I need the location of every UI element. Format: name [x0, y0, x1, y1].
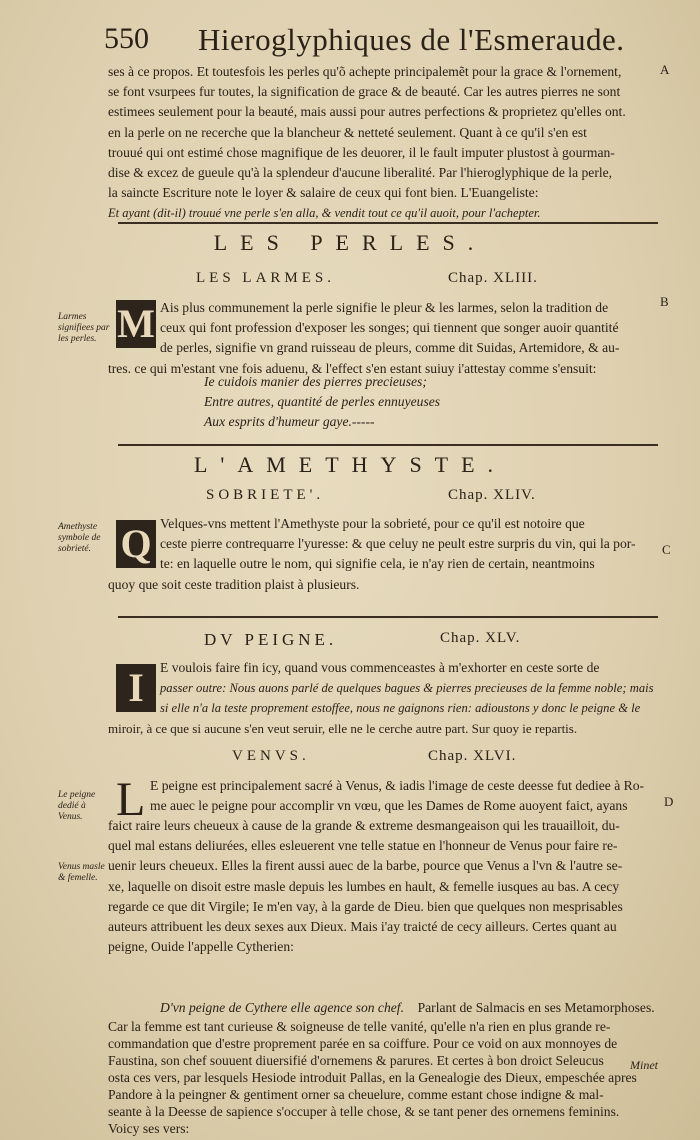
drop-cap-i: I: [116, 664, 156, 712]
chapter-46-text-a: [150, 776, 656, 816]
text-line: peigne, Ouide l'appelle Cytherien:: [108, 939, 294, 955]
text-line: Voicy ses vers:: [108, 1121, 190, 1136]
margin-note-46a: Le peigne dedié à Venus.: [58, 790, 96, 822]
margin-letter-c: C: [662, 542, 671, 557]
chapter-number: Chap. XLV.: [440, 630, 521, 646]
text-line: ceste pierre contrequarre l'yuresse: & que celuy ne peult estre surpris du vin, qui la por-: [160, 536, 636, 552]
catchword: Minet: [630, 1058, 658, 1072]
section-heading-amethyste: L'AMETHYSTE.: [193, 452, 507, 477]
ovid-source: Parlant de Salmacis en ses Metamorphoses.: [417, 1000, 655, 1015]
text-line: Pandore à la peingner & gentiment orner sa cheuelure, comme estant chose indigne & mal-: [108, 1087, 604, 1102]
text-line: faict raire leurs cheueux à cause de la grande & extreme desmangeaison qui les trauailloit, du-: [108, 818, 620, 833]
verse-line: Entre autres, quantité de perles ennuyeuses: [204, 394, 441, 409]
running-title: Hieroglyphiques de l'Esmeraude.: [198, 22, 625, 57]
text-line: en la perle on ne recerche que la blancheur & netteté seulement. Quant à ce qu'il s'en est: [108, 124, 587, 140]
text-line: auteurs attribuent les deux sexes aux Dieux. Mais i'ay traicté de cecy ailleurs. Certes quant au: [108, 919, 617, 935]
verse-43: [204, 372, 440, 432]
chapter-number: Chap. XLVI.: [428, 748, 517, 764]
text-line: quel mal estans deliurées, elles esleuerent vne telle statue en l'honneur de Venus pour faire re-: [108, 838, 618, 854]
text-line: E peigne est principalement sacré à Venus, & iadis l'image de ceste deesse fut dediee à Ro-: [150, 778, 645, 793]
chapter-45-text-b: [108, 719, 656, 739]
verse-line: Aux esprits d'humeur gaye.-----: [204, 414, 375, 429]
text-line: Car la femme est tant curieuse & soigneuse de telle vanité, qu'elle n'a rien en plus grande re-: [108, 1019, 611, 1034]
chapter-43-text-a: [160, 298, 656, 359]
text-line: de perles, signifie vn grand ruisseau de pleurs, comme dit Suidas, Artemidore, & au-: [160, 340, 620, 356]
text-line: te: en laquelle outre le nom, qui signifie cela, ie n'ay rien de certain, neantmoins: [160, 556, 595, 572]
margin-letter-b: B: [660, 294, 669, 309]
text-line: me auec le peigne pour accomplir vn vœu, que les Dames de Rome auoyent faict, ayans: [150, 798, 628, 814]
chapter-title: DV PEIGNE.: [204, 630, 338, 649]
text-line: dise & excez de gueule qu'à la splendeur d'aucune liberalité. Par l'hieroglyphique de la perle,: [108, 165, 613, 181]
text-line: Ais plus communement la perle signifie le pleur & les larmes, selon la tradition de: [160, 300, 609, 315]
margin-letter-d: D: [664, 794, 674, 809]
text-line: xe, laquelle on disoit estre masle depuis les lumbes en hault, & femelle iusques au bas. A cecy: [108, 878, 620, 894]
chapter-title: SOBRIETE'.: [206, 487, 325, 503]
text-line: regarde ce que dit Virgile; Ie m'en vay, à la garde de Dieu. bien que quelques non mesprisables: [108, 898, 623, 914]
text-line: trouué qui ont estimé chose magnifique de les deuorer, il le fault imputer plustost à gourman-: [108, 144, 615, 160]
drop-cap-q: Q: [116, 520, 156, 568]
text-line: ses à ce propos. Et toutesfois les perles qu'õ achepte principalemẽt pour la grace & l'ornement,: [108, 64, 622, 79]
text-line: la saincte Escriture note le loyer & salaire de ceux qui font bien. L'Euangeliste:: [108, 185, 539, 201]
section-rule: [118, 444, 658, 446]
text-line: Velques-vns mettent l'Amethyste pour la sobrieté, pour ce qu'il est notoire que: [160, 516, 585, 531]
chapter-title: LES LARMES.: [196, 270, 336, 286]
text-line: passer outre: Nous auons parlé de quelques bagues & pierres precieuses de la femme noble; mais: [160, 681, 654, 696]
chapter-number: Chap. XLIV.: [448, 487, 536, 503]
chapter-title: VENVS.: [232, 748, 310, 764]
section-heading-perles: LES PERLES.: [213, 230, 487, 255]
gospel-quote: Et ayant (dit-il) trouué vne perle s'en alla, & vendit tout ce qu'il auoit, pour l'achepter.: [108, 206, 541, 221]
text-line: uenir leurs cheueux. Elles la firent aussi auec de la barbe, pource que Venus a l'vn & l'autre se-: [108, 858, 623, 874]
margin-note-44: Amethyste symbole de sobrieté.: [58, 522, 101, 554]
text-line: tres. ce qui m'estant vne fois aduenu, & l'effect s'en estant suiuy i'attestay comme s'ensuit:: [108, 361, 597, 376]
margin-letter-a: A: [660, 62, 670, 77]
drop-cap-m: M: [117, 301, 155, 346]
section-rule: [118, 616, 658, 618]
chapter-45-text-a: [160, 658, 656, 719]
text-line: se font vsurpees fur toutes, la signification de grace & de beauté. Car les autres pierres ne sont: [108, 84, 621, 100]
ovid-line: [160, 998, 656, 1018]
text-line: si elle n'a la teste proprement estoffee, nous ne gaignons rien: adioustons y donc le peigne & le: [160, 701, 641, 716]
verse-line: Ie cuidois manier des pierres precieuses;: [204, 374, 427, 389]
margin-note-43: Larmes signifiees par les perles.: [58, 312, 110, 344]
text-line: commandation que d'estre proprement parée en sa coiffure. Pour ce void on aux monnoyes de: [108, 1036, 618, 1051]
text-line: estimees seulement pour la beauté, mais aussi pour autres perfections & proprietez qu'elles ont.: [108, 104, 626, 120]
chapter-46-text-b: [108, 816, 656, 957]
chapter-44-text-a: [160, 514, 656, 575]
page-number: 550: [104, 22, 149, 55]
text-line: ceux qui font profession d'exposer les songes; qui tiennent que songer auoir quantité: [160, 320, 619, 336]
text-line: seante à la Deesse de sapience s'occuper à telle chose, & se tant pener des ornemens feminins.: [108, 1104, 620, 1119]
text-line: osta ces vers, par lesquels Hesiode introduit Pallas, en la Genealogie des Dieux, empeschée apres: [108, 1070, 637, 1085]
section-rule: [118, 222, 658, 224]
margin-note-46b: Venus masle & femelle.: [58, 862, 105, 883]
text-line: miroir, à ce que si aucune s'en veut seruir, elle ne le cerche autre part. Sur quoy ie repartis.: [108, 721, 578, 736]
drop-cap-l: L: [116, 773, 146, 826]
text-line: Faustina, son chef souuent diuersifié d'ornemens & parures. Et certes à bon droict Seleucus: [108, 1053, 604, 1068]
chapter-46-text-c: [108, 1018, 656, 1137]
ovid-quote: D'vn peigne de Cythere elle agence son chef.: [160, 1000, 404, 1015]
opening-paragraph: [108, 62, 656, 224]
chapter-44-text-b: [108, 575, 656, 595]
chapter-number: Chap. XLIII.: [448, 270, 538, 286]
text-line: quoy que soit ceste tradition plaist à plusieurs.: [108, 577, 360, 592]
text-line: E voulois faire fin icy, quand vous commenceastes à m'exhorter en ceste sorte de: [160, 660, 600, 675]
